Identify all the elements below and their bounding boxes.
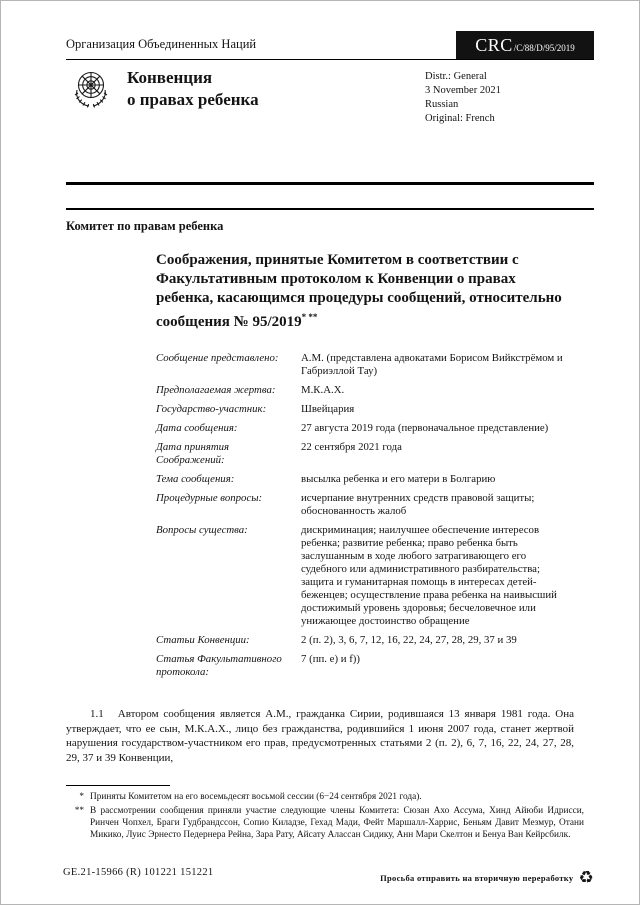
meta-row <box>156 384 574 397</box>
org-name: Организация Объединенных Наций <box>66 37 257 51</box>
un-emblem-icon <box>67 64 115 112</box>
meta-value: 7 (пп. e) и f)) <box>301 653 360 665</box>
ge-document-number: GE.21-15966 (R) 101221 151221 <box>63 867 214 878</box>
meta-label: Дата принятия Соображений: <box>156 441 230 466</box>
distr-line: Distr.: General <box>425 71 487 82</box>
footnote-marker: ** <box>74 806 84 816</box>
decision-title-text: Соображения, принятые Комитетом в соответствии с Факультативным протоколом к Конвенции о правах ребенка, касающимся процедуры сообщений, относительно сообщения № 95/2019 <box>156 252 562 330</box>
title-footnote-marks: * ** <box>301 312 318 322</box>
meta-row <box>156 422 574 435</box>
publication-title-line1: Конвенция <box>127 68 213 87</box>
paragraph-number: 1.1 <box>90 708 104 720</box>
footnote <box>66 791 584 803</box>
meta-value: 27 августа 2019 года (первоначальное представление) <box>301 422 549 434</box>
recycle-note <box>380 869 594 886</box>
original-line: Original: French <box>425 113 495 124</box>
meta-value: А.М. (представлена адвокатами Борисом Вийкстрёмом и Габриэллой Тау) <box>301 352 563 377</box>
meta-value: М.К.А.Х. <box>301 384 345 396</box>
meta-row <box>156 634 574 647</box>
paragraph-text: Автором сообщения является А.М., гражданка Сирии, родившаяся 13 января 1981 года. Она утверждает, что ее сын, М.К.А.Х., лицо без гражданства, родившийся 1 июня 2007 года, станет жертвой нарушения государством-участником его прав, предусмотренных статьями 2 (п. 2), 6, 7, 16, 22, 24, 27, 28, 29, 37 и 39 Конвенции, <box>66 708 574 764</box>
meta-label: Вопросы существа: <box>156 524 248 536</box>
header-rule-medium <box>66 208 594 210</box>
recycle-icon: ♻ <box>578 868 594 887</box>
meta-row <box>156 492 574 518</box>
decision-title <box>156 251 574 332</box>
date-line: 3 November 2021 <box>425 85 501 96</box>
footnote-separator <box>66 785 170 786</box>
document-symbol-badge <box>456 31 594 59</box>
meta-label: Статья Факультативного протокола: <box>156 653 282 678</box>
main-content <box>156 251 574 685</box>
meta-label: Тема сообщения: <box>156 473 235 485</box>
case-metadata <box>156 352 574 679</box>
meta-label: Процедурные вопросы: <box>156 492 263 504</box>
meta-value: исчерпание внутренних средств правовой защиты; обоснованность жалоб <box>301 492 535 517</box>
footnote-marker: * <box>79 792 84 802</box>
meta-row <box>156 441 574 467</box>
publication-title <box>127 67 259 111</box>
footnote-text: Приняты Комитетом на его восемьдесят восьмой сессии (6−24 сентября 2021 года). <box>90 792 422 802</box>
language-line: Russian <box>425 99 459 110</box>
committee-heading: Комитет по правам ребенка <box>66 219 224 233</box>
meta-label: Дата сообщения: <box>156 422 238 434</box>
meta-row <box>156 403 574 416</box>
paragraph-1-1 <box>66 707 574 765</box>
meta-label: Государство-участник: <box>156 403 267 415</box>
footnote <box>66 805 584 841</box>
publication-title-line2: о правах ребенка <box>127 90 259 109</box>
distribution-block <box>425 70 501 126</box>
footnotes <box>66 791 584 843</box>
symbol-rest: /C/88/D/95/2019 <box>513 43 575 53</box>
meta-value: дискриминация; наилучшее обеспечение интересов ребенка; развитие ребенка; право ребенка быть заслушанным в ходе любого затрагивающего его судебного или административного разбирательства; защита и гуманитарная помощь в интересах детей-беженцев; осуществление права ребенка на наивысший достижимый уровень здоровья; бесчеловечное или унижающее достоинство обращение <box>301 524 557 627</box>
meta-row <box>156 653 574 679</box>
header-rule-thick <box>66 182 594 185</box>
meta-row <box>156 524 574 628</box>
meta-value: 22 сентября 2021 года <box>301 441 402 453</box>
meta-value: 2 (п. 2), 3, 6, 7, 12, 16, 22, 24, 27, 28, 29, 37 и 39 <box>301 634 517 646</box>
footnote-text: В рассмотрении сообщения приняли участие следующие члены Комитета: Сюзан Ахо Ассума, Хинд Айюби Идрисси, Ринчен Чопхел, Браги Гудбрандссон, Сопио Киладзе, Гехад Мади, Фейт Маршалл-Харрис, Беньям Давит Мезмур, Отани Микико, Луис Эрнесто Педернера Рейна, Зара Рату, Айсату Алассан Сидику, Анн Мари Скелтон и Бенуа Ван Кейрсбилк. <box>90 806 584 840</box>
symbol-main: CRC <box>475 35 513 55</box>
meta-label: Статьи Конвенции: <box>156 634 250 646</box>
meta-value: высылка ребенка и его матери в Болгарию <box>301 473 496 485</box>
meta-label: Предполагаемая жертва: <box>156 384 276 396</box>
meta-row <box>156 352 574 378</box>
recycle-note-text: Просьба отправить на вторичную переработку <box>380 872 574 883</box>
meta-label: Сообщение представлено: <box>156 352 279 364</box>
meta-value: Швейцария <box>301 403 355 415</box>
meta-row <box>156 473 574 486</box>
